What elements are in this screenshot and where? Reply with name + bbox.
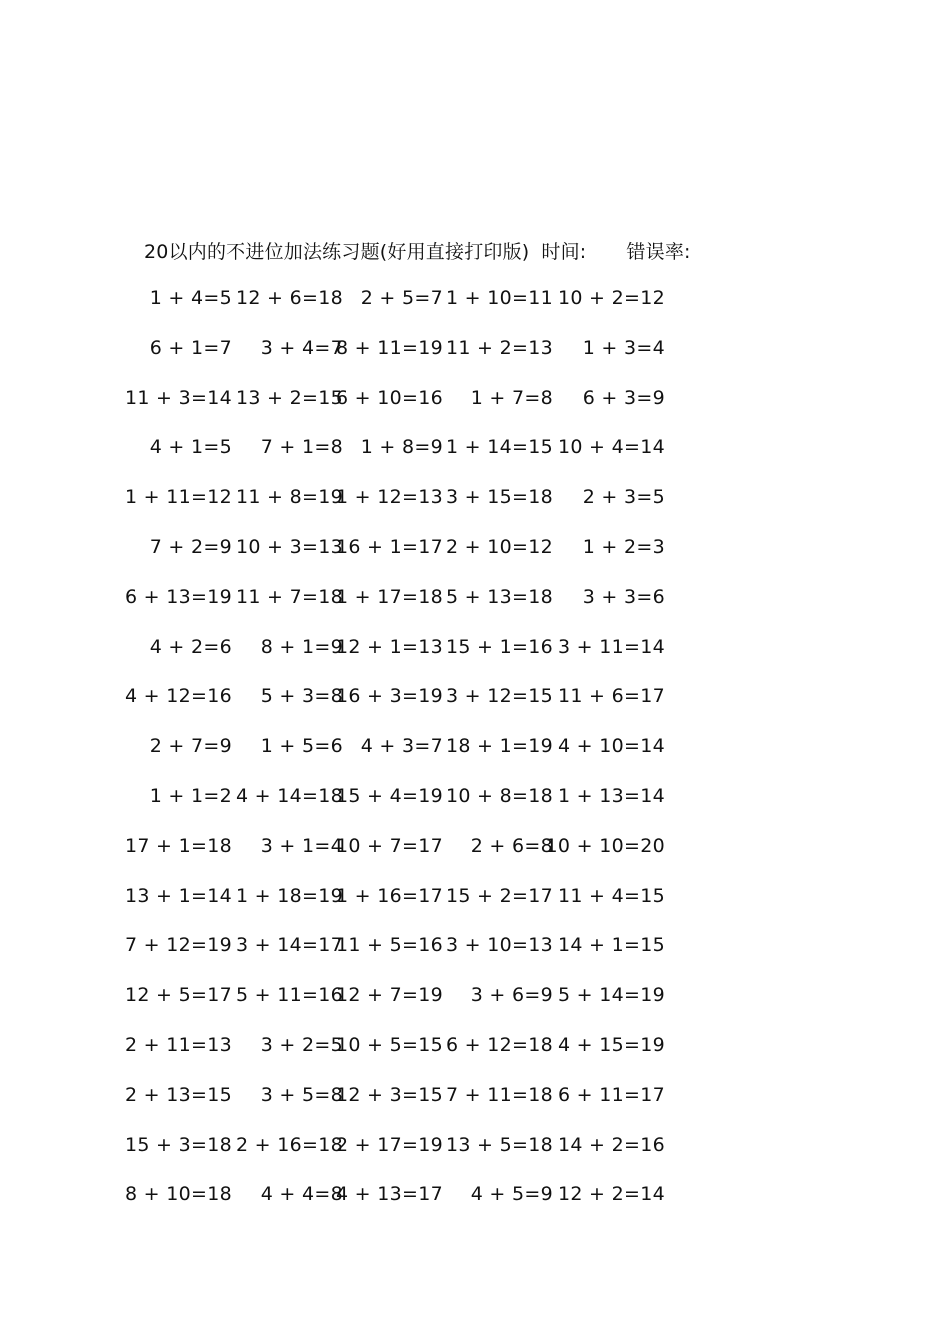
addition-problem: 2 + 5=7 bbox=[360, 287, 443, 309]
addition-problem: 10 + 8=18 bbox=[445, 785, 553, 807]
addition-problem: 11 + 7=18 bbox=[235, 585, 343, 608]
addition-problem: 4 + 15=19 bbox=[557, 1034, 665, 1056]
addition-problem: 7 + 2=9 bbox=[149, 536, 232, 558]
addition-problem: 1 + 12=13 bbox=[335, 486, 443, 509]
addition-problem: 7 + 11=18 bbox=[445, 1083, 553, 1106]
time-label: 时间: bbox=[541, 241, 587, 263]
addition-problem: 4 + 10=14 bbox=[557, 735, 665, 758]
addition-problem: 3 + 10=13 bbox=[445, 934, 553, 957]
addition-problem: 6 + 11=17 bbox=[557, 1083, 665, 1106]
addition-problem: 3 + 6=9 bbox=[470, 984, 553, 1007]
addition-problem: 2 + 6=8 bbox=[470, 834, 553, 857]
addition-problem: 7 + 12=19 bbox=[124, 934, 232, 957]
addition-problem: 13 + 2=15 bbox=[235, 386, 343, 409]
addition-problem: 3 + 11=14 bbox=[557, 635, 665, 658]
addition-problem: 2 + 10=12 bbox=[445, 536, 553, 558]
addition-problem: 1 + 16=17 bbox=[335, 884, 443, 907]
addition-problem: 16 + 1=17 bbox=[335, 536, 443, 558]
addition-problem: 3 + 2=5 bbox=[260, 1034, 343, 1056]
addition-problem: 11 + 3=14 bbox=[124, 386, 232, 409]
addition-problem: 18 + 1=19 bbox=[445, 735, 553, 758]
addition-problem: 12 + 6=18 bbox=[235, 287, 343, 309]
addition-problem: 2 + 11=13 bbox=[124, 1034, 232, 1056]
addition-problem: 3 + 4=7 bbox=[260, 336, 343, 359]
addition-problem: 11 + 8=19 bbox=[235, 486, 343, 509]
addition-problem: 6 + 10=16 bbox=[335, 386, 443, 409]
addition-problem: 4 + 5=9 bbox=[470, 1183, 553, 1206]
addition-problem: 1 + 10=11 bbox=[445, 287, 553, 309]
error-rate-label: 错误率: bbox=[626, 241, 691, 263]
addition-problem: 10 + 7=17 bbox=[335, 834, 443, 857]
addition-problem: 14 + 1=15 bbox=[557, 934, 665, 957]
addition-problem: 5 + 11=16 bbox=[235, 984, 343, 1007]
addition-problem: 7 + 1=8 bbox=[260, 436, 343, 459]
addition-problem: 5 + 14=19 bbox=[557, 984, 665, 1007]
addition-problem: 4 + 14=18 bbox=[235, 785, 343, 807]
addition-problem: 1 + 13=14 bbox=[557, 785, 665, 807]
addition-problem: 4 + 12=16 bbox=[124, 685, 232, 708]
addition-problem: 4 + 13=17 bbox=[335, 1183, 443, 1206]
addition-problem: 6 + 3=9 bbox=[582, 386, 665, 409]
addition-problem: 12 + 2=14 bbox=[557, 1183, 665, 1206]
addition-problem: 12 + 7=19 bbox=[335, 984, 443, 1007]
addition-problem: 12 + 3=15 bbox=[335, 1083, 443, 1106]
addition-problem: 15 + 1=16 bbox=[445, 635, 553, 658]
addition-problem: 15 + 3=18 bbox=[124, 1133, 232, 1156]
addition-problem: 6 + 13=19 bbox=[124, 585, 232, 608]
addition-problem: 8 + 10=18 bbox=[124, 1183, 232, 1206]
addition-problem: 4 + 4=8 bbox=[260, 1183, 343, 1206]
addition-problem: 10 + 4=14 bbox=[557, 436, 665, 459]
addition-problem: 11 + 6=17 bbox=[557, 685, 665, 708]
addition-problem: 5 + 13=18 bbox=[445, 585, 553, 608]
addition-problem: 2 + 16=18 bbox=[235, 1133, 343, 1156]
addition-problem: 3 + 14=17 bbox=[235, 934, 343, 957]
addition-problem: 3 + 12=15 bbox=[445, 685, 553, 708]
worksheet-title: 20以内的不进位加法练习题(好用直接打印版) bbox=[144, 241, 530, 263]
addition-problem: 1 + 5=6 bbox=[260, 735, 343, 758]
addition-problem: 13 + 1=14 bbox=[124, 884, 232, 907]
addition-problem: 2 + 3=5 bbox=[582, 486, 665, 509]
addition-problem: 11 + 5=16 bbox=[335, 934, 443, 957]
addition-problem: 1 + 8=9 bbox=[360, 436, 443, 459]
addition-problem: 10 + 3=13 bbox=[235, 536, 343, 558]
addition-problem: 16 + 3=19 bbox=[335, 685, 443, 708]
addition-problem: 1 + 7=8 bbox=[470, 386, 553, 409]
addition-problem: 1 + 11=12 bbox=[124, 486, 232, 509]
addition-problem: 15 + 2=17 bbox=[445, 884, 553, 907]
addition-problem: 1 + 18=19 bbox=[235, 884, 343, 907]
addition-problem: 3 + 5=8 bbox=[260, 1083, 343, 1106]
addition-problem: 1 + 3=4 bbox=[582, 336, 665, 359]
addition-problem: 14 + 2=16 bbox=[557, 1133, 665, 1156]
addition-problem: 1 + 1=2 bbox=[149, 785, 232, 807]
addition-problem: 1 + 14=15 bbox=[445, 436, 553, 459]
addition-problem: 3 + 1=4 bbox=[260, 834, 343, 857]
addition-problem: 8 + 11=19 bbox=[335, 336, 443, 359]
addition-problem: 5 + 3=8 bbox=[260, 685, 343, 708]
addition-problem: 1 + 4=5 bbox=[149, 287, 232, 309]
addition-problem: 4 + 3=7 bbox=[360, 735, 443, 758]
addition-problem: 6 + 12=18 bbox=[445, 1034, 553, 1056]
addition-problem: 12 + 1=13 bbox=[335, 635, 443, 658]
addition-problem: 10 + 2=12 bbox=[557, 287, 665, 309]
addition-problem: 4 + 2=6 bbox=[149, 635, 232, 658]
addition-problem: 17 + 1=18 bbox=[124, 834, 232, 857]
addition-problem: 2 + 17=19 bbox=[335, 1133, 443, 1156]
addition-problem: 8 + 1=9 bbox=[260, 635, 343, 658]
addition-problem: 1 + 2=3 bbox=[582, 536, 665, 558]
addition-problem: 6 + 1=7 bbox=[149, 336, 232, 359]
addition-problem: 11 + 2=13 bbox=[445, 336, 553, 359]
addition-problem: 2 + 13=15 bbox=[124, 1083, 232, 1106]
addition-problem: 13 + 5=18 bbox=[445, 1133, 553, 1156]
addition-problem: 1 + 17=18 bbox=[335, 585, 443, 608]
addition-problem: 3 + 3=6 bbox=[582, 585, 665, 608]
addition-problem: 2 + 7=9 bbox=[149, 735, 232, 758]
addition-problem: 10 + 5=15 bbox=[335, 1034, 443, 1056]
addition-problem: 4 + 1=5 bbox=[149, 436, 232, 459]
addition-problem: 12 + 5=17 bbox=[124, 984, 232, 1007]
addition-problem: 10 + 10=20 bbox=[545, 834, 665, 857]
addition-problem: 11 + 4=15 bbox=[557, 884, 665, 907]
addition-problem: 3 + 15=18 bbox=[445, 486, 553, 509]
addition-problem: 15 + 4=19 bbox=[335, 785, 443, 807]
